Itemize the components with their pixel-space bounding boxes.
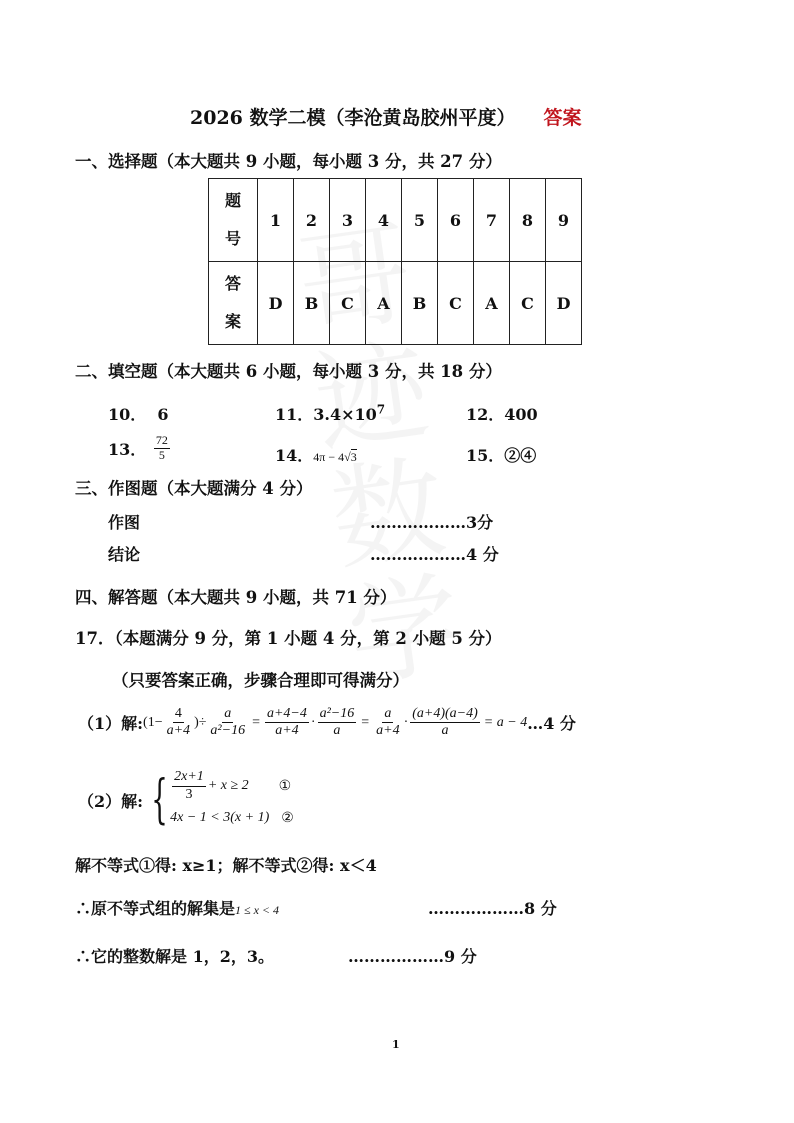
q17-part2: （2）解: { $\frac{2x+1}{3}$ + x ≥ 2 ① 4x − 1 < 3(x + 1) ② bbox=[78, 769, 294, 830]
solution-set-score: ………………8 分 bbox=[428, 899, 557, 918]
answer-q14: 14．4π − 4√3 bbox=[275, 446, 357, 465]
title-main: 2026 数学二模（李沧黄岛胶州平度） bbox=[190, 107, 516, 129]
table-row bbox=[209, 262, 582, 345]
title-answer: 答案 bbox=[543, 107, 582, 129]
table-cell: 9 bbox=[546, 179, 582, 262]
section1-heading: 一、选择题（本大题共 9 小题，每小题 3 分，共 27 分） bbox=[75, 152, 502, 171]
table-cell: 7 bbox=[474, 179, 510, 262]
table-cell: 8 bbox=[510, 179, 546, 262]
table-cell: 3 bbox=[330, 179, 366, 262]
answer-q11: 11．$3.4\times 10^7$ bbox=[275, 402, 386, 424]
table-row bbox=[209, 179, 582, 262]
answer-q10: 10． 6 bbox=[108, 405, 169, 424]
table-cell: 1 bbox=[258, 179, 294, 262]
integer-solution-score: ………………9 分 bbox=[348, 947, 477, 966]
table-cell: C bbox=[510, 262, 546, 345]
page-number: 1 bbox=[392, 1038, 400, 1051]
table-cell: A bbox=[366, 262, 402, 345]
table-cell: C bbox=[330, 262, 366, 345]
q17-heading: 17．（本题满分 9 分，第 1 小题 4 分，第 2 小题 5 分） bbox=[75, 629, 502, 648]
table-cell: 6 bbox=[438, 179, 474, 262]
table-cell: B bbox=[294, 262, 330, 345]
drawing-label: 作图 bbox=[108, 513, 141, 532]
table-cell: 4 bbox=[366, 179, 402, 262]
section3-heading: 三、作图题（本大题满分 4 分） bbox=[75, 479, 313, 498]
answer-q12: 12．400 bbox=[466, 405, 538, 424]
integer-solution-line: ∴它的整数解是 1，2，3。 bbox=[75, 947, 274, 966]
conclusion-score: ………………4 分 bbox=[370, 545, 499, 564]
table-cell: 2 bbox=[294, 179, 330, 262]
conclusion-label: 结论 bbox=[108, 545, 141, 564]
page-title bbox=[190, 103, 582, 130]
solution-set-line: ∴原不等式组的解集是1 ≤ x < 4 bbox=[75, 899, 280, 918]
table-cell: D bbox=[546, 262, 582, 345]
answer-q13: 13． $\frac{72}{5}$ bbox=[108, 433, 168, 462]
q17-part1: （1）解: (1− $\frac{4}{a+4}$ )÷ $\frac{a}{\text{a²−16}}$ = $\frac{a+4-4}{a+4}$ · $\frac{\text{a²−16}}{a}$ = $\frac{a}{a+4}$ · $\frac{(a+4)(a-4)}{a}$ = a − 4 …4 分 bbox=[78, 706, 576, 739]
answer-table bbox=[208, 178, 582, 345]
brace-icon: { bbox=[151, 770, 168, 830]
q17-note: （只要答案正确，步骤合理即可得满分） bbox=[112, 671, 409, 690]
section4-heading: 四、解答题（本大题共 9 小题，共 71 分） bbox=[75, 588, 397, 607]
section2-heading: 二、填空题（本大题共 6 小题，每小题 3 分，共 18 分） bbox=[75, 362, 502, 381]
answer-q15: 15．②④ bbox=[466, 446, 537, 465]
table-cell: B bbox=[402, 262, 438, 345]
solve-line: 解不等式①得: x≥1；解不等式②得: x＜4 bbox=[75, 856, 377, 875]
table-cell: A bbox=[474, 262, 510, 345]
row-head-answer: 答 案 bbox=[209, 262, 258, 345]
row-head-number: 题 号 bbox=[209, 179, 258, 262]
table-cell: D bbox=[258, 262, 294, 345]
table-cell: 5 bbox=[402, 179, 438, 262]
drawing-score: ………………3分 bbox=[370, 513, 494, 532]
table-cell: C bbox=[438, 262, 474, 345]
